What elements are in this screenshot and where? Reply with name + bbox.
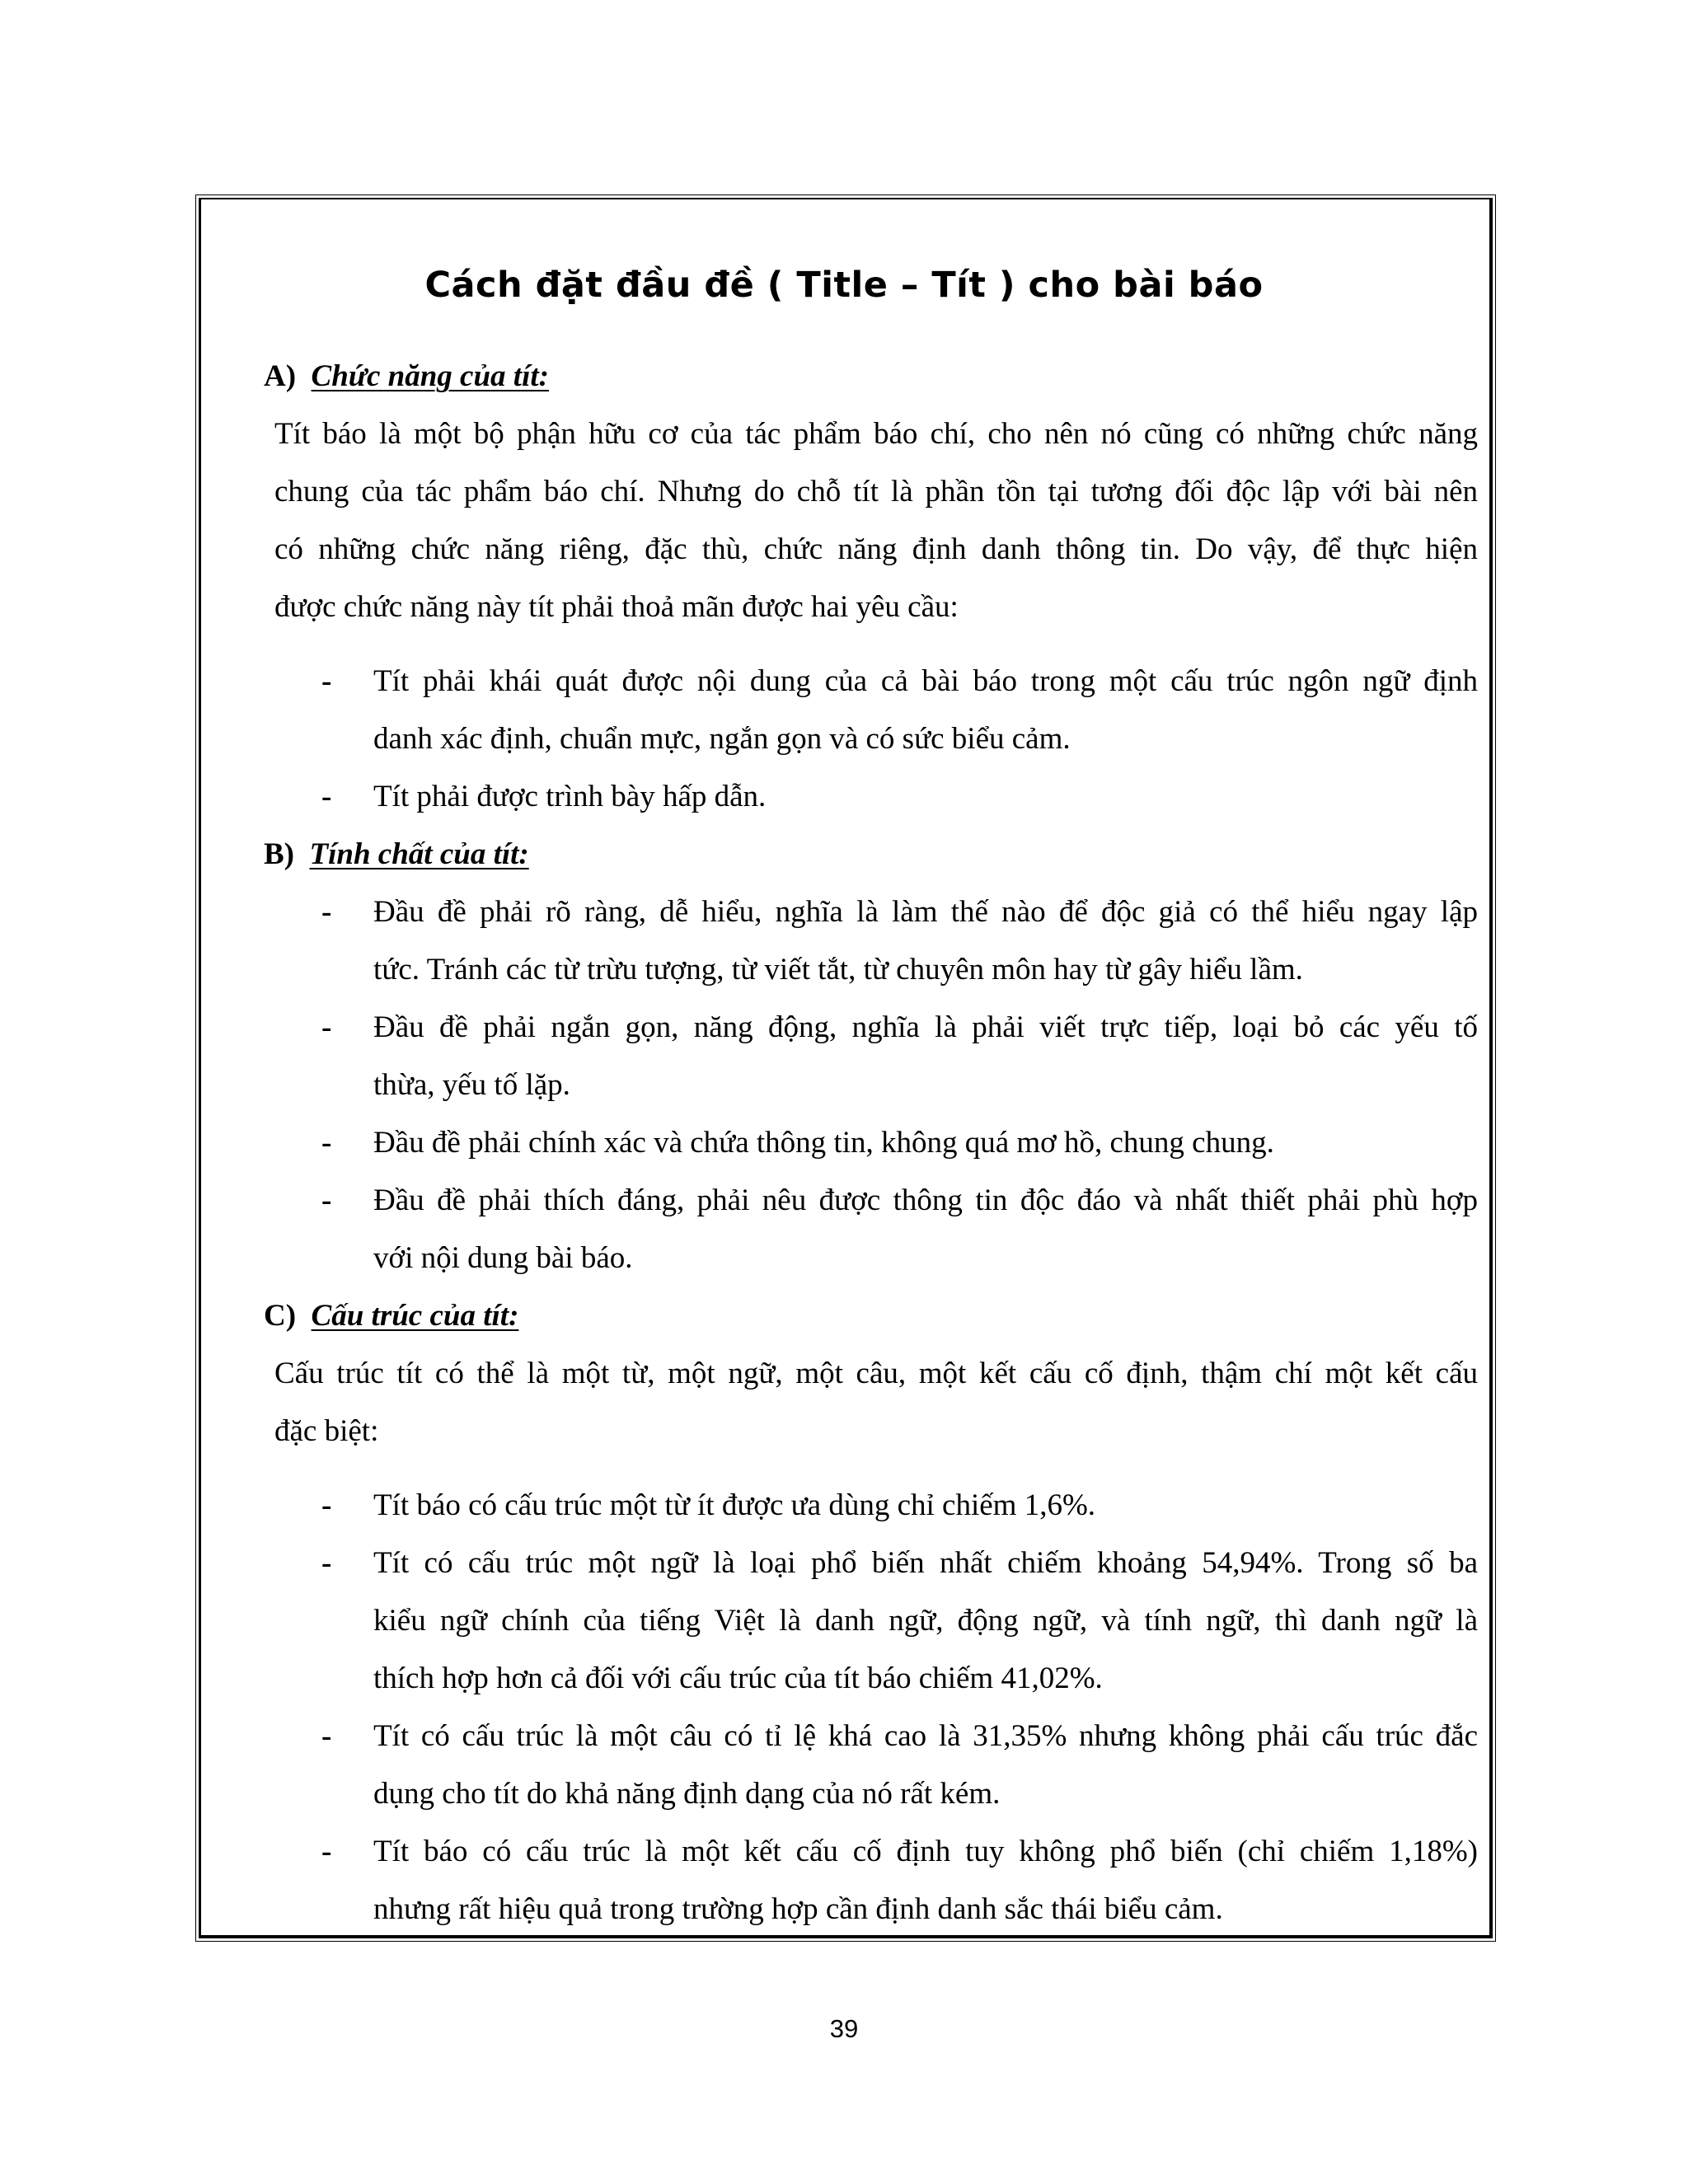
paragraph-line: đặc biệt:: [274, 1414, 379, 1448]
paragraph-line: Tít báo là một bộ phận hữu cơ của tác phẩm báo chí, cho nên nó cũng có những chức năng: [274, 417, 1478, 451]
list-item-line: tức. Tránh các từ trừu tượng, từ viết tắt, từ chuyên môn hay từ gây hiểu lầm.: [373, 953, 1303, 987]
list-item: [373, 1172, 1478, 1287]
list-item-line: Đầu đề phải rõ ràng, dễ hiểu, nghĩa là làm thế nào để độc giả có thể hiểu ngay lập: [373, 895, 1478, 929]
bullet-dash: -: [321, 1183, 332, 1217]
bullet-dash: -: [321, 895, 332, 929]
section-a-heading-text: Chức năng của tít:: [311, 359, 549, 393]
section-b-heading-text: Tính chất của tít: [309, 837, 519, 871]
bullet-dash: -: [321, 1126, 332, 1160]
section-c-heading-text: Cấu trúc của tít: [311, 1299, 509, 1333]
list-item-line: thừa, yếu tố lặp.: [373, 1068, 570, 1102]
list-item-line: Tít có cấu trúc một ngữ là loại phổ biến nhất chiếm khoảng 54,94%. Trong số ba: [373, 1546, 1478, 1580]
list-item: Đầu đề phải chính xác và chứa thông tin, không quá mơ hồ, chung chung.: [373, 1126, 1274, 1160]
list-item-line: Đầu đề phải thích đáng, phải nêu được thông tin độc đáo và nhất thiết phải phù hợp: [373, 1183, 1478, 1217]
list-item-line: Tít phải khái quát được nội dung của cả bài báo trong một cấu trúc ngôn ngữ định: [373, 664, 1478, 698]
list-item: Tít phải được trình bày hấp dẫn.: [373, 780, 767, 813]
page-number: 39: [829, 2014, 859, 2043]
section-a-paragraph: [274, 405, 1478, 636]
bullet-dash: -: [321, 780, 332, 813]
list-item-line: Tít có cấu trúc là một câu có tỉ lệ khá cao là 31,35% nhưng không phải cấu trúc đắc: [373, 1719, 1478, 1753]
section-c-paragraph: [274, 1345, 1478, 1460]
list-item: Tít báo có cấu trúc một từ ít được ưa dùng chỉ chiếm 1,6%.: [373, 1488, 1096, 1522]
list-item-line: với nội dung bài báo.: [373, 1241, 633, 1275]
section-c-heading: [264, 1287, 518, 1345]
paragraph-line: Cấu trúc tít có thể là một từ, một ngữ, một câu, một kết cấu cố định, thậm chí một kết cấu: [274, 1357, 1478, 1390]
bullet-dash: -: [321, 1546, 332, 1580]
section-b-heading-colon: :: [518, 837, 529, 871]
paragraph-line: được chức năng này tít phải thoả mãn được hai yêu cầu:: [274, 590, 959, 624]
paragraph-line: chung của tác phẩm báo chí. Nhưng do chỗ tít là phần tồn tại tương đối độc lập với bài nên: [274, 475, 1478, 509]
section-c-letter: C): [264, 1299, 297, 1333]
list-item-line: dụng cho tít do khả năng định dạng của nó rất kém.: [373, 1777, 1001, 1811]
bullet-dash: -: [321, 1010, 332, 1044]
bullet-dash: -: [321, 664, 332, 698]
section-b-letter: B): [264, 837, 294, 871]
bullet-dash: -: [321, 1835, 332, 1868]
list-item-line: danh xác định, chuẩn mực, ngắn gọn và có sức biểu cảm.: [373, 722, 1071, 756]
bullet-dash: -: [321, 1719, 332, 1753]
section-a-heading: [264, 348, 549, 405]
page-title: Cách đặt đầu đề ( Title – Tít ) cho bài báo: [424, 265, 1264, 306]
list-item: [373, 1708, 1478, 1823]
list-item: [373, 883, 1478, 999]
list-item-line: Đầu đề phải ngắn gọn, năng động, nghĩa là phải viết trực tiếp, loại bỏ các yếu tố: [373, 1010, 1478, 1044]
section-b-heading: [264, 826, 529, 883]
paragraph-line: có những chức năng riêng, đặc thù, chức năng định danh thông tin. Do vậy, để thực hiện: [274, 532, 1478, 566]
bullet-dash: -: [321, 1488, 332, 1522]
section-a-letter: A): [264, 359, 297, 393]
list-item: [373, 1823, 1478, 1938]
list-item-line: kiểu ngữ chính của tiếng Việt là danh ngữ, động ngữ, và tính ngữ, thì danh ngữ là: [373, 1604, 1478, 1638]
list-item-line: thích hợp hơn cả đối với cấu trúc của tít báo chiếm 41,02%.: [373, 1661, 1103, 1695]
list-item: [373, 653, 1478, 768]
section-c-heading-colon: :: [509, 1299, 519, 1333]
list-item: [373, 1535, 1478, 1708]
list-item-line: nhưng rất hiệu quả trong trường hợp cần định danh sắc thái biểu cảm.: [373, 1892, 1223, 1926]
list-item-line: Tít báo có cấu trúc là một kết cấu cố định tuy không phổ biến (chỉ chiếm 1,18%): [373, 1835, 1478, 1868]
list-item: [373, 999, 1478, 1114]
